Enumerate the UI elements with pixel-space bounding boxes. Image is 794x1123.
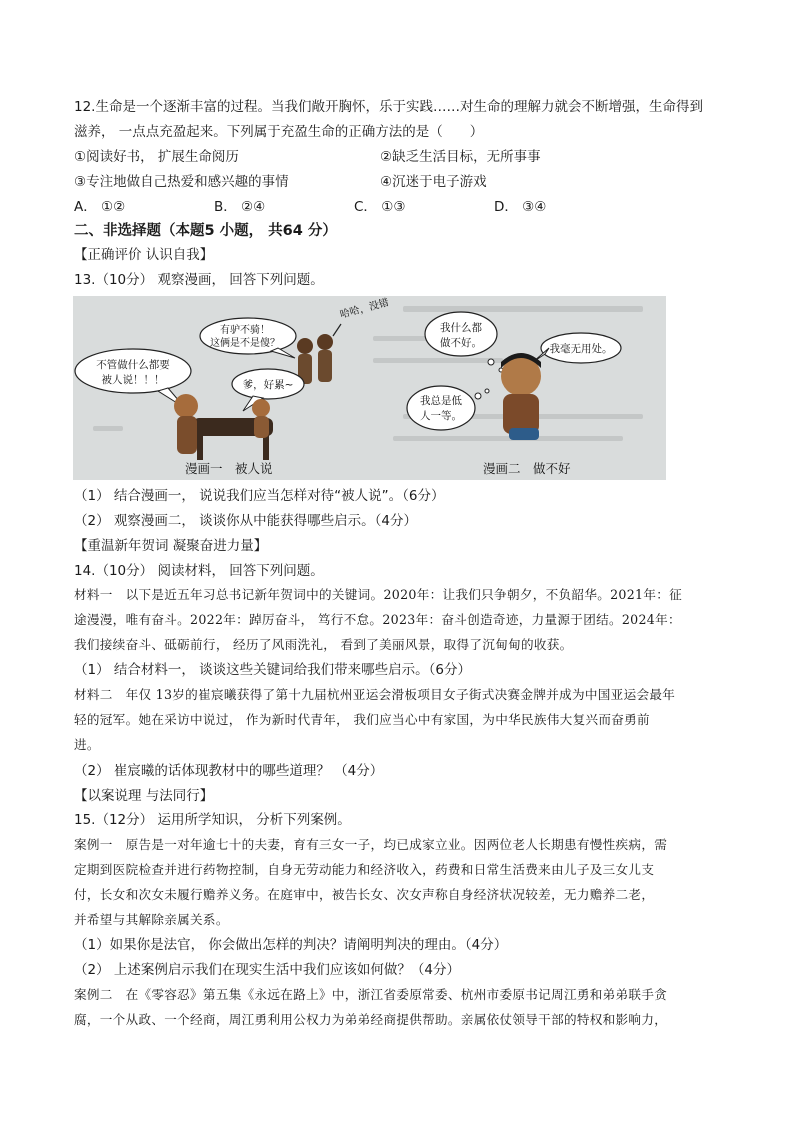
q13-tag: 【正确评价 认识自我】 <box>74 247 214 263</box>
q12-choice-c: C． ①③ <box>354 199 406 215</box>
man-and-donkey <box>174 394 273 460</box>
q12-item-2: ②缺乏生活目标，无所事事 <box>380 149 541 165</box>
q12-choice-a: A． ①② <box>74 199 126 215</box>
q14-sub1: （1） 结合材料一， 谈谈这些关键词给我们带来哪些启示。（6分） <box>74 662 472 678</box>
q15-case1-line4: 并希望与其解除亲属关系。 <box>74 912 229 927</box>
comic-illustration <box>73 296 666 480</box>
bubble-1 <box>75 349 191 393</box>
bubble-6-text: 我毫无用处。 <box>549 343 613 355</box>
q15-case2-line2: 腐，一个从政、一个经商，周江勇利用公权力为弟弟经商提供帮助。亲属依仗领导干部的特权和影响力， <box>74 1012 668 1027</box>
q14-mat2-line1: 材料二 年仅 13岁的崔宸曦获得了第十九届杭州亚运会滑板项目女子街式决赛金牌并成为中国亚运会最年 <box>74 687 676 702</box>
comic1-caption: 漫画一 被人说 <box>185 461 273 476</box>
q13-stem: 13.（10分） 观察漫画， 回答下列问题。 <box>74 272 324 288</box>
bubble-5 <box>425 312 497 356</box>
bubble-2-line1: 有驴不骑！ <box>220 325 270 336</box>
q15-tag: 【以案说理 与法同行】 <box>74 788 214 804</box>
q12-item-4: ④沉迷于电子游戏 <box>380 174 487 190</box>
q15-case1-line3: 付，长女和次女未履行赡养义务。在庭审中，被告长女、次女声称自身经济状况较差，无力赡养二老， <box>74 887 655 902</box>
q13-comic-image <box>73 296 666 480</box>
q14-mat1-line3: 我们接续奋斗、砥砺前行， 经历了风雨洗礼， 看到了美丽风景，取得了沉甸甸的收获。 <box>74 637 573 652</box>
bubble-7-line1: 我总是低 <box>420 395 462 407</box>
q15-sub2: （2） 上述案例启示我们在现实生活中我们应该如何做？（4分） <box>74 962 460 978</box>
q15-case2-line1: 案例二 在《零容忍》第五集《永远在路上》中，浙江省委原常委、杭州市委原书记周江勇和弟弟联手贪 <box>74 987 668 1002</box>
q14-sub2: （2） 崔宸曦的话体现教材中的哪些道理？ （4分） <box>74 763 384 779</box>
bubble-5-line1: 我什么都 <box>440 322 482 334</box>
q12-choice-b: B． ②④ <box>214 199 266 215</box>
bubble-5-line2: 做不好。 <box>440 337 482 349</box>
q14-mat1-line2: 途漫漫，唯有奋斗。2022年：踔厉奋斗， 笃行不怠。2023年：奋斗创造奇迹，力量源于团结。2024年： <box>74 612 681 627</box>
onlooker-figures <box>297 324 341 384</box>
q14-tag: 【重温新年贺词 凝聚奋进力量】 <box>74 538 268 554</box>
bubble-1-line2: 被人说！！！ <box>101 374 165 386</box>
q12-choice-d: D． ③④ <box>494 199 547 215</box>
bubble-1-line1: 不管做什么都要 <box>96 359 170 371</box>
bubble-2-line2: 这俩是不是傻？ <box>210 338 280 349</box>
q14-mat1-line1: 材料一 以下是近五年习总书记新年贺词中的关键词。2020年：让我们只争朝夕，不负韶华。2021年：征 <box>74 587 683 602</box>
q15-case1-line2: 定期到医院检查并进行药物控制，自身无劳动能力和经济收入，药费和日常生活费来由儿子及三女儿支 <box>74 862 655 877</box>
q12-stem-line1: 12.生命是一个逐渐丰富的过程。当我们敞开胸怀，乐于实践……对生命的理解力就会不断增强，生命得到 <box>74 99 703 115</box>
section2-title: 二、非选择题（本题5 小题， 共64 分） <box>74 223 337 239</box>
q13-sub2: （2） 观察漫画二， 谈谈你从中能获得哪些启示。（4分） <box>74 513 418 529</box>
q15-case1-line1: 案例一 原告是一对年逾七十的夫妻，育有三女一子，均已成家立业。因两位老人长期患有慢性疾病，需 <box>74 837 668 852</box>
q15-sub1: （1）如果你是法官， 你会做出怎样的判决？请阐明判决的理由。（4分） <box>74 937 508 953</box>
bubble-7 <box>407 386 475 430</box>
q12-item-1: ①阅读好书， 扩展生命阅历 <box>74 149 239 165</box>
bubble-4-text: 爹，好累~ <box>242 379 294 391</box>
bubble-3-text: 哈哈，没错 <box>338 297 391 321</box>
comic2-caption: 漫画二 做不好 <box>483 461 571 476</box>
q12-stem-line2: 滋养， 一点点充盈起来。下列属于充盈生命的正确方法的是（ ） <box>74 124 484 140</box>
q15-stem: 15.（12分） 运用所学知识， 分析下列案例。 <box>74 812 351 828</box>
q12-item-3: ③专注地做自己热爱和感兴趣的事情 <box>74 174 289 190</box>
sad-boy-figure <box>501 353 541 440</box>
q14-mat2-line2: 轻的冠军。她在采访中说过， 作为新时代青年， 我们应当心中有家国，为中华民族伟大复兴而奋勇前 <box>74 712 650 727</box>
bubble-7-line2: 人一等。 <box>420 410 462 422</box>
q14-mat2-line3: 进。 <box>74 737 100 752</box>
q13-sub1: （1） 结合漫画一， 说说我们应当怎样对待“被人说”。（6分） <box>74 488 445 504</box>
q14-stem: 14.（10分） 阅读材料， 回答下列问题。 <box>74 563 324 579</box>
